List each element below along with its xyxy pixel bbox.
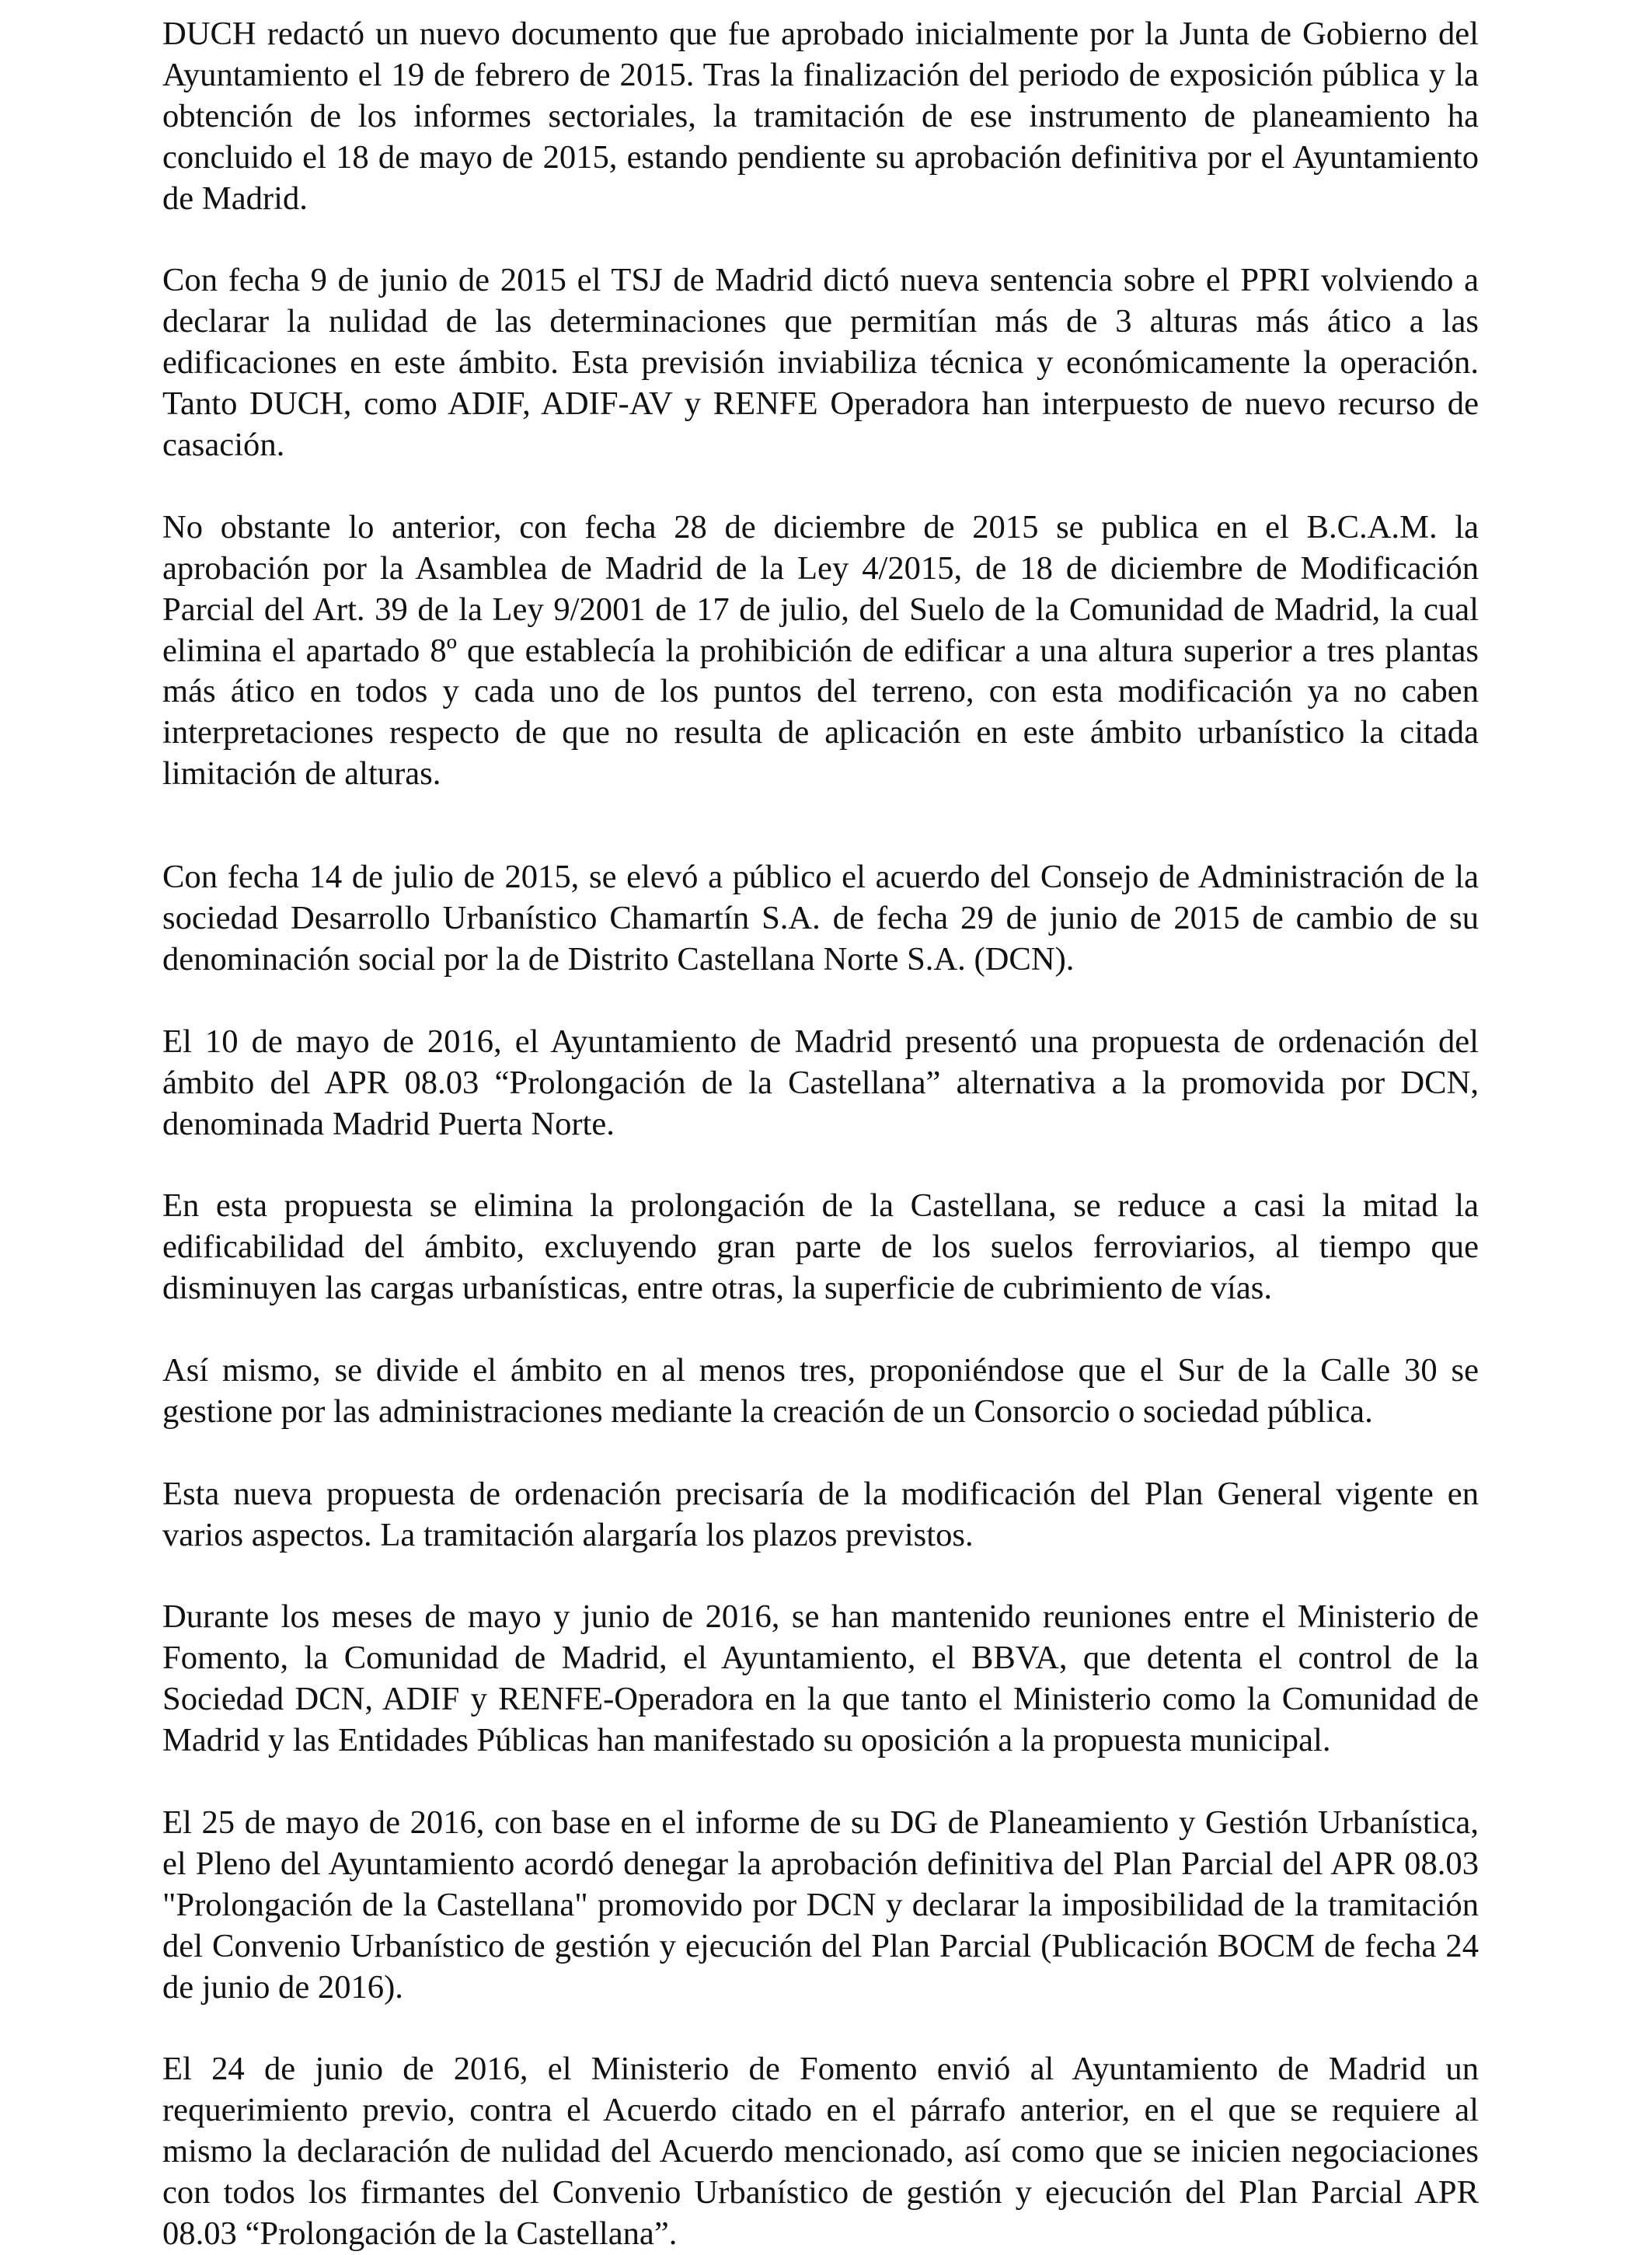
paragraph-plan-general-modification: Esta nueva propuesta de ordenación precisaría de la modificación del Plan General vigente en varios aspectos. La tramitación alargaría los plazos previstos.: [162, 1475, 1479, 1553]
paragraph-meetings: Durante los meses de mayo y junio de 2016, se han mantenido reuniones entre el Ministerio de Fomento, la Comunidad de Madrid, el Ayuntamiento, el BBVA, que detenta el control de la Sociedad DCN, ADIF y RENFE-Operadora en la que tanto el Ministerio como la Comunidad de Madrid y las Entidades Públicas han manifestado su oposición a la propuesta municipal.: [162, 1598, 1479, 1759]
paragraph-approval-initial: DUCH redactó un nuevo documento que fue aprobado inicialmente por la Junta de Gobierno del Ayuntamiento el 19 de febrero de 2015. Tras la finalización del periodo de exposición pública y la obtención de los informes sectoriales, la tramitación de ese instrumento de planeamiento ha concluido el 18 de mayo de 2015, estando pendiente su aprobación definitiva por el Ayuntamiento de Madrid.: [162, 16, 1479, 217]
paragraph-pleno-denial: El 25 de mayo de 2016, con base en el informe de su DG de Planeamiento y Gestión Urbanística, el Pleno del Ayuntamiento acordó denegar la aprobación definitiva del Plan Parcial del APR 08.03 "Prolongación de la Castellana" promovido por DCN y declarar la imposibilidad de la tramitación del Convenio Urbanístico de gestión y ejecución del Plan Parcial (Publicación BOCM de fecha 24 de junio de 2016).: [162, 1804, 1479, 2006]
paragraph-proposal-details: En esta propuesta se elimina la prolongación de la Castellana, se reduce a casi la mitad la edificabilidad del ámbito, excluyendo gran parte de los suelos ferroviarios, al tiempo que disminuyen las cargas urbanísticas, entre otras, la superficie de cubrimiento de vías.: [162, 1187, 1479, 1307]
paragraph-dcn-renaming: Con fecha 14 de julio de 2015, se elevó a público el acuerdo del Consejo de Administración de la sociedad Desarrollo Urbanístico Chamartín S.A. de fecha 29 de junio de 2015 de cambio de su denominación social por la de Distrito Castellana Norte S.A. (DCN).: [162, 859, 1479, 978]
paragraph-ley-4-2015: No obstante lo anterior, con fecha 28 de diciembre de 2015 se publica en el B.C.A.M. la aprobación por la Asamblea de Madrid de la Ley 4/2015, de 18 de diciembre de Modificación Parcial del Art. 39 de la Ley 9/2001 de 17 de julio, del Suelo de la Comunidad de Madrid, la cual elimina el apartado 8º que establecía la prohibición de edificar a una altura superior a tres plantas más ático en todos y cada uno de los puntos del terreno, con esta modificación ya no caben interpretaciones respecto de que no resulta de aplicación en este ámbito urbanístico la citada limitación de alturas.: [162, 508, 1479, 793]
paragraph-ministerio-requirement: El 24 de junio de 2016, el Ministerio de Fomento envió al Ayuntamiento de Madrid un requerimiento previo, contra el Acuerdo citado en el párrafo anterior, en el que se requiere al mismo la declaración de nulidad del Acuerdo mencionado, así como que se inicien negociaciones con todos los firmantes del Convenio Urbanístico de gestión y ejecución del Plan Parcial APR 08.03 “Prolongación de la Castellana”.: [162, 2051, 1479, 2252]
document-page: [162, 14, 1479, 2255]
paragraph-tsj-sentence: Con fecha 9 de junio de 2015 el TSJ de Madrid dictó nueva sentencia sobre el PPRI volviendo a declarar la nulidad de las determinaciones que permitían más de 3 alturas más ático a las edificaciones en este ámbito. Esta previsión inviabiliza técnica y económicamente la operación. Tanto DUCH, como ADIF, ADIF-AV y RENFE Operadora han interpuesto de nuevo recurso de casación.: [162, 262, 1479, 464]
paragraph-ambito-division: Así mismo, se divide el ámbito en al menos tres, proponiéndose que el Sur de la Calle 30 se gestione por las administraciones mediante la creación de un Consorcio o sociedad pública.: [162, 1352, 1479, 1430]
paragraph-madrid-puerta-norte: El 10 de mayo de 2016, el Ayuntamiento de Madrid presentó una propuesta de ordenación del ámbito del APR 08.03 “Prolongación de la Castellana” alternativa a la promovida por DCN, denominada Madrid Puerta Norte.: [162, 1023, 1479, 1142]
